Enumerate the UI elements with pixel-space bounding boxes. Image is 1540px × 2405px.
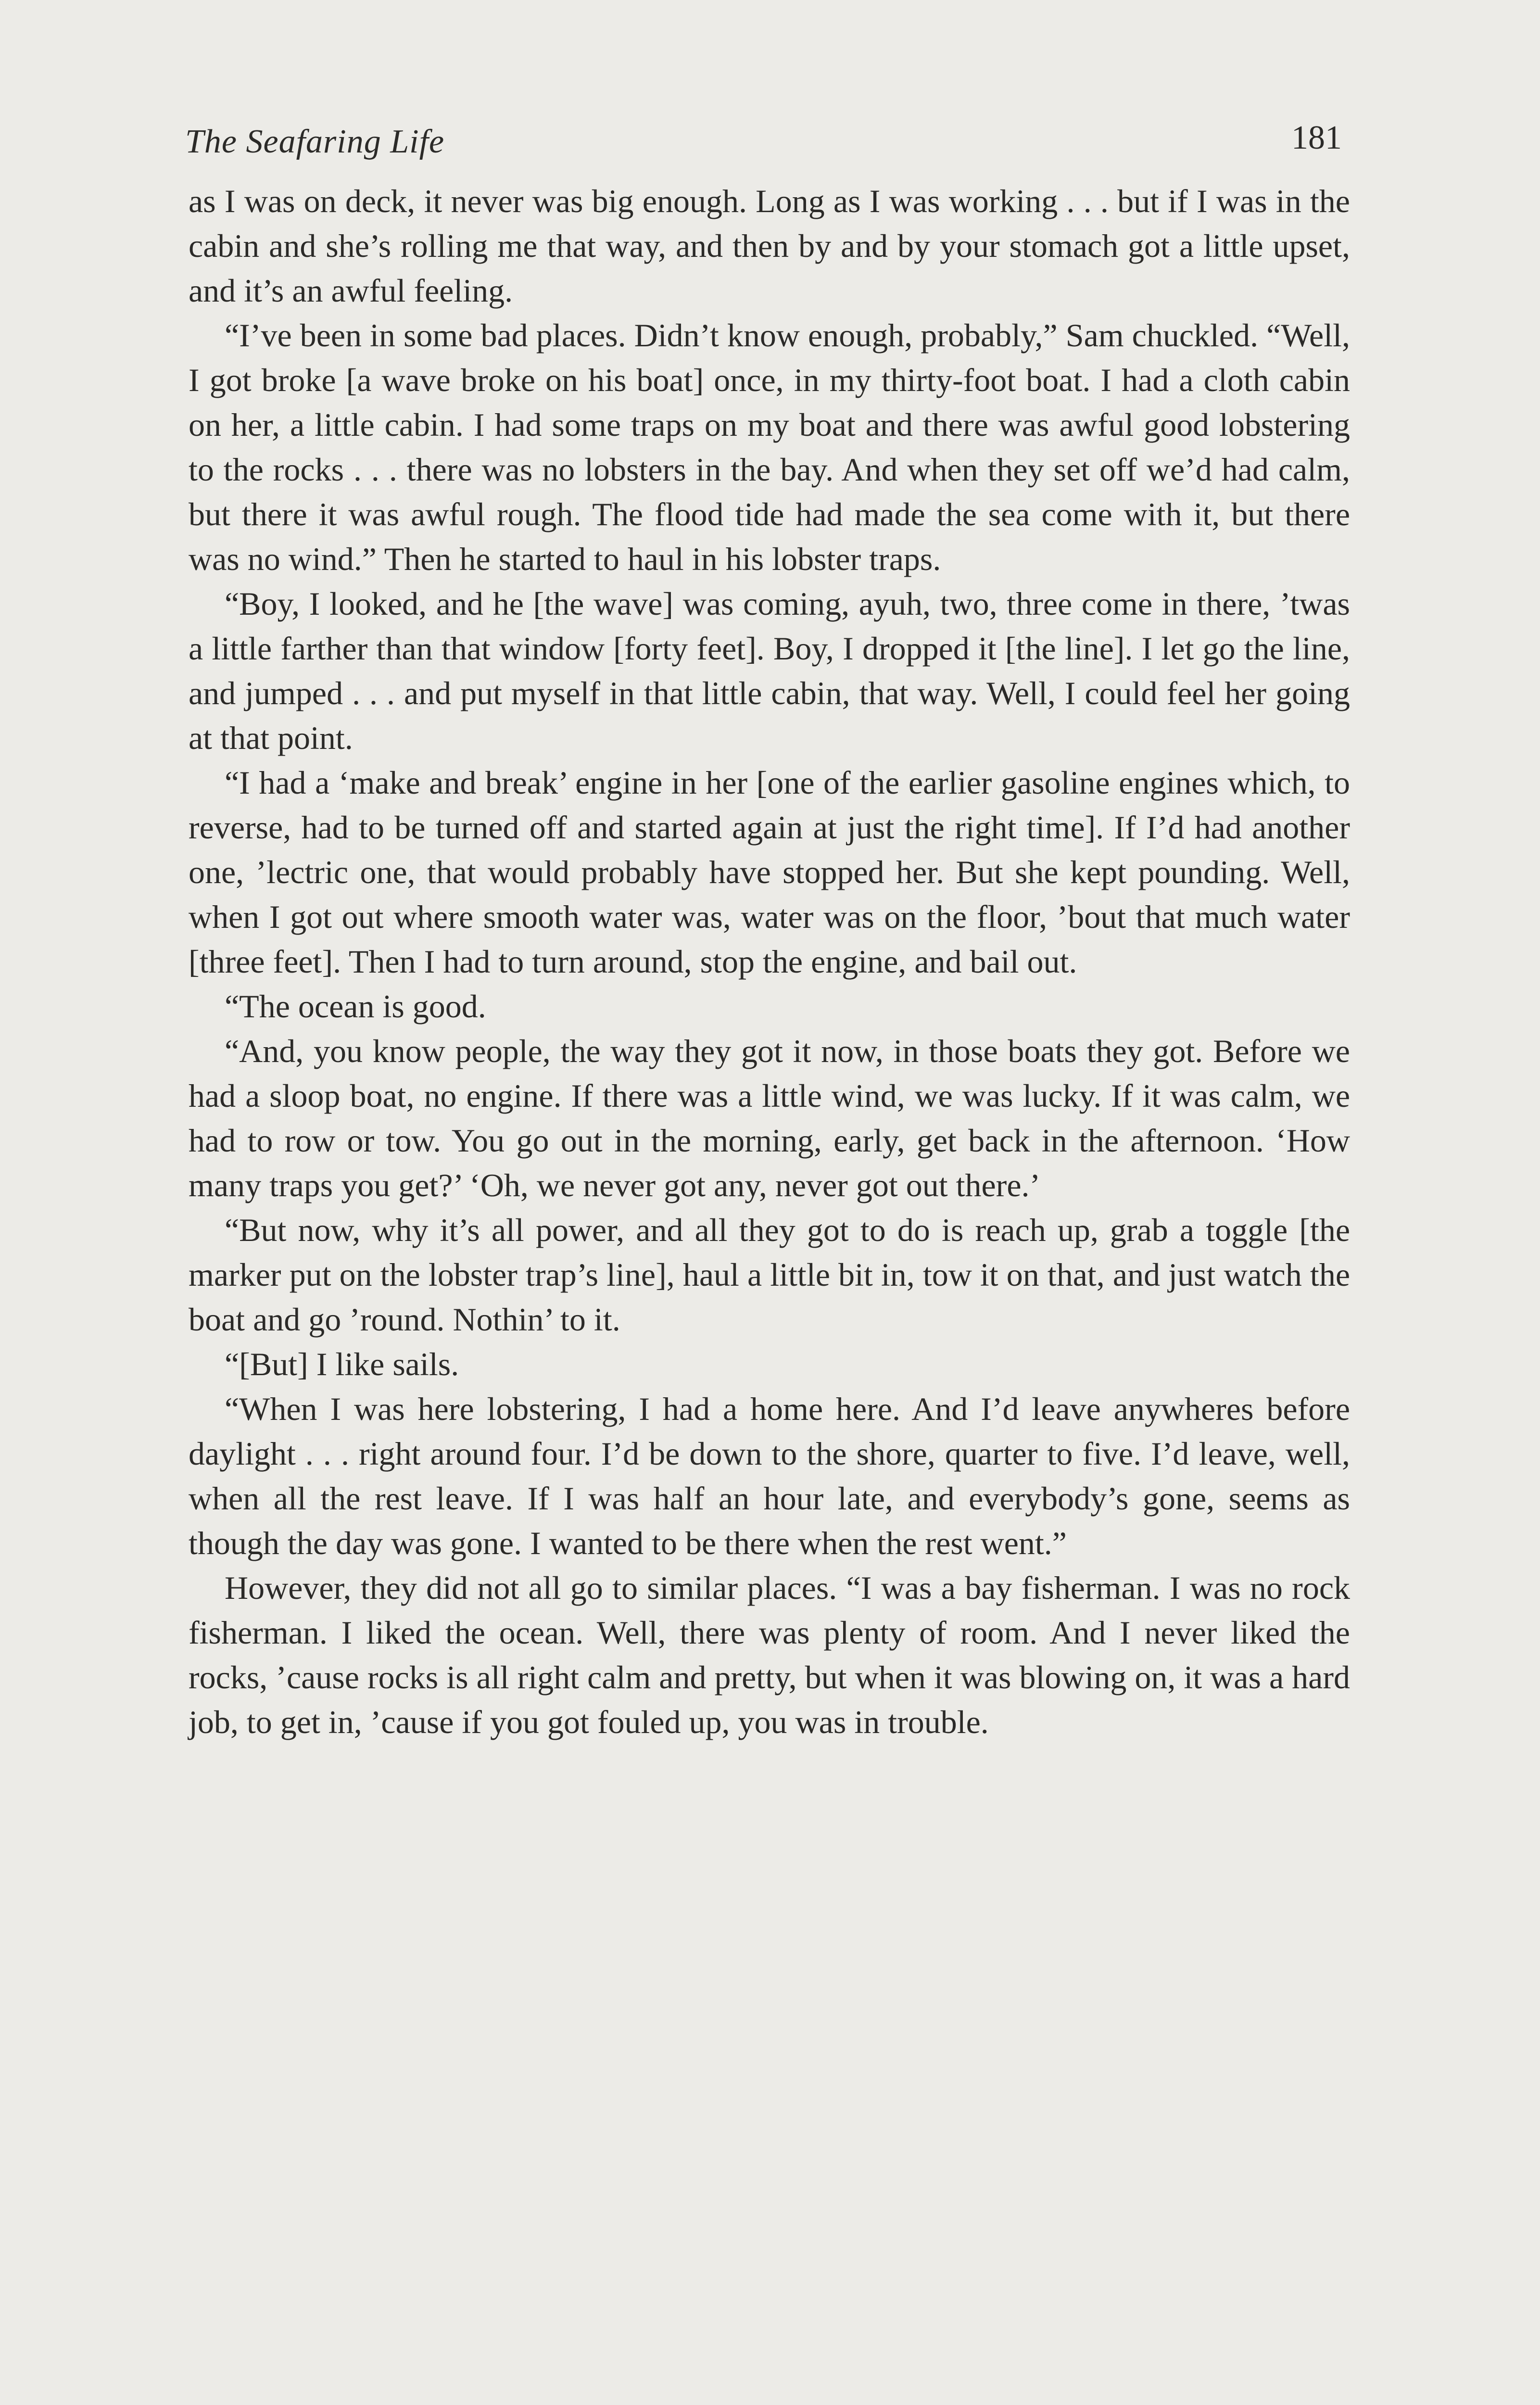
paragraph: “I’ve been in some bad places. Didn’t know enough, probably,” Sam chuckled. “Well, I got broke [a wave broke on his boat] once, in my thirty-foot boat. I had a cloth cabin on her, a little cabin. I had some traps on my boat and there was awful good lobstering to the rocks . . . there was no lobsters in the bay. And when they set off we’d had calm, but there it was awful rough. The flood tide had made the sea come with it, but there was no wind.” Then he started to haul in his lobster traps. [189, 317, 1350, 577]
paragraph-continuation: as I was on deck, it never was big enough. Long as I was working . . . but if I was in the cabin and she’s rolling me that way, and then by and by your stomach got a little upset, and it’s an awful feeling. [189, 183, 1350, 309]
body-text [189, 179, 1350, 1745]
paragraph: However, they did not all go to similar places. “I was a bay fisherman. I was no rock fisherman. I liked the ocean. Well, there was plenty of room. And I never liked the rocks, ’cause rocks is all right calm and pretty, but when it was blowing on, it was a hard job, to get in, ’cause if you got fouled up, you was in trouble. [189, 1570, 1350, 1740]
paragraph: “The ocean is good. [225, 988, 486, 1025]
running-title: The Seafaring Life [185, 123, 445, 160]
paragraph: “And, you know people, the way they got it now, in those boats they got. Before we had a sloop boat, no engine. If there was a little wind, we was lucky. If it was calm, we had to row or tow. You go out in the morning, early, get back in the afternoon. ‘How many traps you get?’ ‘Oh, we never got any, never got out there.’ [189, 1033, 1350, 1203]
page-number: 181 [1291, 119, 1342, 156]
running-head [185, 118, 1342, 166]
paragraph: “[But] I like sails. [225, 1346, 459, 1382]
paragraph: “I had a ‘make and break’ engine in her [one of the earlier gasoline engines which, to reverse, had to be turned off and started again at just the right time]. If I’d had another one, ’lectric one, that would probably have stopped her. But she kept pounding. Well, when I got out where smooth water was, water was on the floor, ’bout that much water [three feet]. Then I had to turn around, stop the engine, and bail out. [189, 764, 1350, 980]
paragraph: “Boy, I looked, and he [the wave] was coming, ayuh, two, three come in there, ’twas a little farther than that window [forty feet]. Boy, I dropped it [the line]. I let go the line, and jumped . . . and put myself in that little cabin, that way. Well, I could feel her going at that point. [189, 585, 1350, 756]
paragraph: “When I was here lobstering, I had a home here. And I’d leave anywheres before daylight . . . right around four. I’d be down to the shore, quarter to five. I’d leave, well, when all the rest leave. If I was half an hour late, and everybody’s gone, seems as though the day was gone. I wanted to be there when the rest went.” [189, 1391, 1350, 1561]
paragraph: “But now, why it’s all power, and all they got to do is reach up, grab a toggle [the marker put on the lobster trap’s line], haul a little bit in, tow it on that, and just watch the boat and go ’round. Nothin’ to it. [189, 1212, 1350, 1338]
